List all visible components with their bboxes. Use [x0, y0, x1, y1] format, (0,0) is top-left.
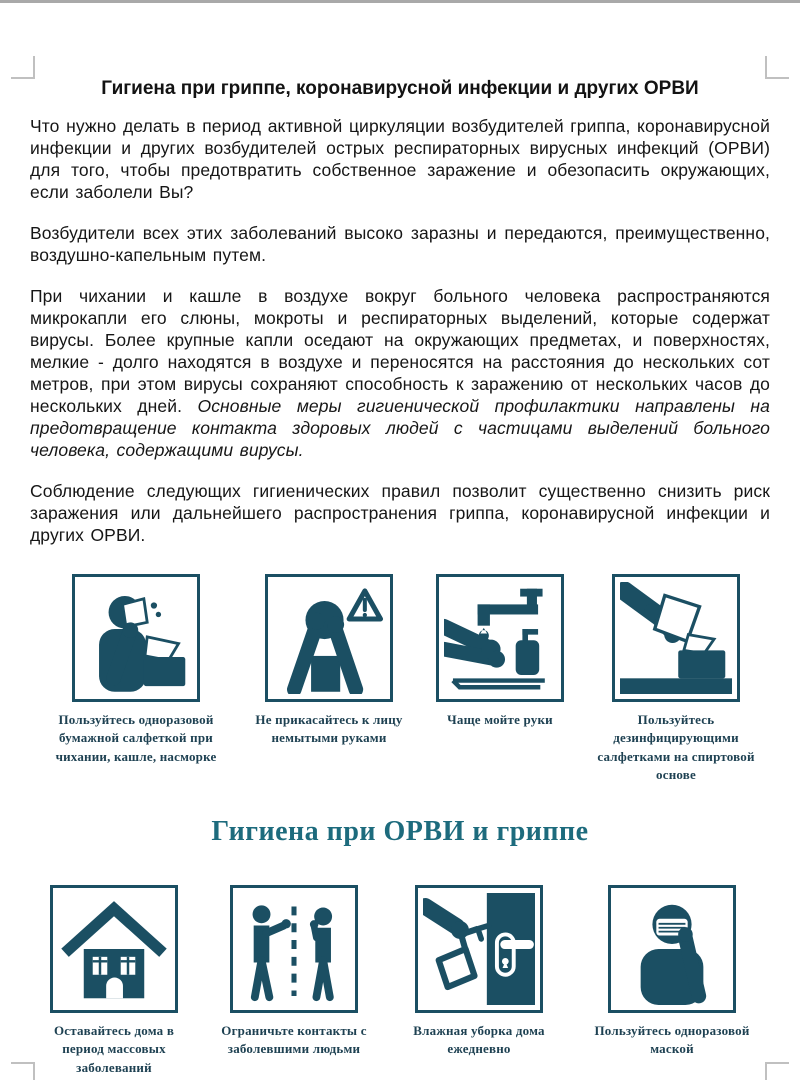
card-caption: Пользуйтесь дезинфицирующими салфетками на спиртовой основе: [597, 712, 755, 783]
card-caption: Оставайтесь дома в период массовых заболеваний: [53, 1022, 175, 1075]
stay-home-icon: [58, 893, 170, 1005]
wet-cleaning-icon: [423, 893, 535, 1005]
card-disinfectant-wipes: [592, 574, 760, 785]
disposable-mask-icon: [616, 893, 728, 1005]
paragraph-4: Соблюдение следующих гигиенических правил позволит существенно снизить риск заражения или дальнейшего распространения гриппа, коронавирусной инфекции и других ОРВИ.: [30, 481, 770, 545]
pictogram-frame: [50, 885, 178, 1013]
limit-contacts-icon: [238, 893, 350, 1005]
card-caption: Чаще мойте руки: [447, 712, 553, 727]
card-caption: Пользуйтесь одноразовой маской: [594, 1022, 750, 1057]
card-caption: Пользуйтесь одноразовой бумажной салфеткой при чихании, кашле, насморке: [55, 712, 217, 764]
card-caption: Влажная уборка дома ежедневно: [413, 1022, 545, 1057]
paragraph-1: Что нужно делать в период активной циркуляции возбудителей гриппа, коронавирусной инфекции и других возбудителей острых респираторных вирусных инфекций (ОРВИ) для того, чтобы предотвратить собственное заражение и обезопасить окружающих, если заболели Вы?: [30, 116, 770, 202]
hygiene-cards-row-2: [30, 885, 770, 1077]
pictogram-frame: [415, 885, 543, 1013]
pictogram-frame: [608, 885, 736, 1013]
pictogram-frame: [612, 574, 740, 702]
disinfectant-wipes-icon: [620, 582, 732, 694]
pictogram-frame: [436, 574, 564, 702]
wash-hands-icon: [444, 582, 556, 694]
page-corner-mark-top-right: [765, 56, 789, 79]
card-wet-cleaning: [404, 885, 554, 1059]
hygiene-cards-row-1: [30, 574, 770, 785]
page-corner-mark-top-left: [11, 56, 35, 79]
paragraph-2: Возбудители всех этих заболеваний высоко заразны и передаются, преимущественно, воздушно-капельным путем.: [30, 223, 770, 265]
document-title: Гигиена при гриппе, коронавирусной инфекции и других ОРВИ: [101, 78, 699, 99]
section-heading: Гигиена при ОРВИ и гриппе: [211, 815, 589, 847]
no-touch-face-icon: [273, 582, 385, 694]
sneeze-into-tissue-icon: [80, 582, 192, 694]
page-content: [30, 77, 770, 1077]
top-divider-bar: [0, 0, 800, 3]
card-no-touch-face: [250, 574, 408, 748]
pictogram-frame: [72, 574, 200, 702]
card-disposable-mask: [584, 885, 760, 1059]
card-wash-hands: [430, 574, 570, 729]
pictogram-frame: [230, 885, 358, 1013]
paragraph-3: При чихании и кашле в воздухе вокруг больного человека распространяются микрокапли его слюны, мокроты и респираторных выделений, которые содержат вирусы. Более крупные капли оседают на окружающих предметах, и поверхностях, мелкие - долго находятся в воздухе и переносятся на расстояния до нескольких сот метров, при этом вирусы сохраняют способность к заражению от нескольких часов до нескольких дней. Основные меры гигиенической профилактики направлены на предотвращение контакта здоровых людей с частицами выделений больного человека, содержащими вирусы.: [30, 286, 770, 460]
card-caption: Не прикасайтесь к лицу немытыми руками: [255, 712, 403, 746]
pictogram-frame: [265, 574, 393, 702]
card-stay-home: [44, 885, 184, 1077]
card-sneeze-tissue: [44, 574, 228, 766]
card-limit-contacts: [214, 885, 374, 1059]
card-caption: Ограничьте контакты с заболевшими людьми: [221, 1022, 367, 1057]
